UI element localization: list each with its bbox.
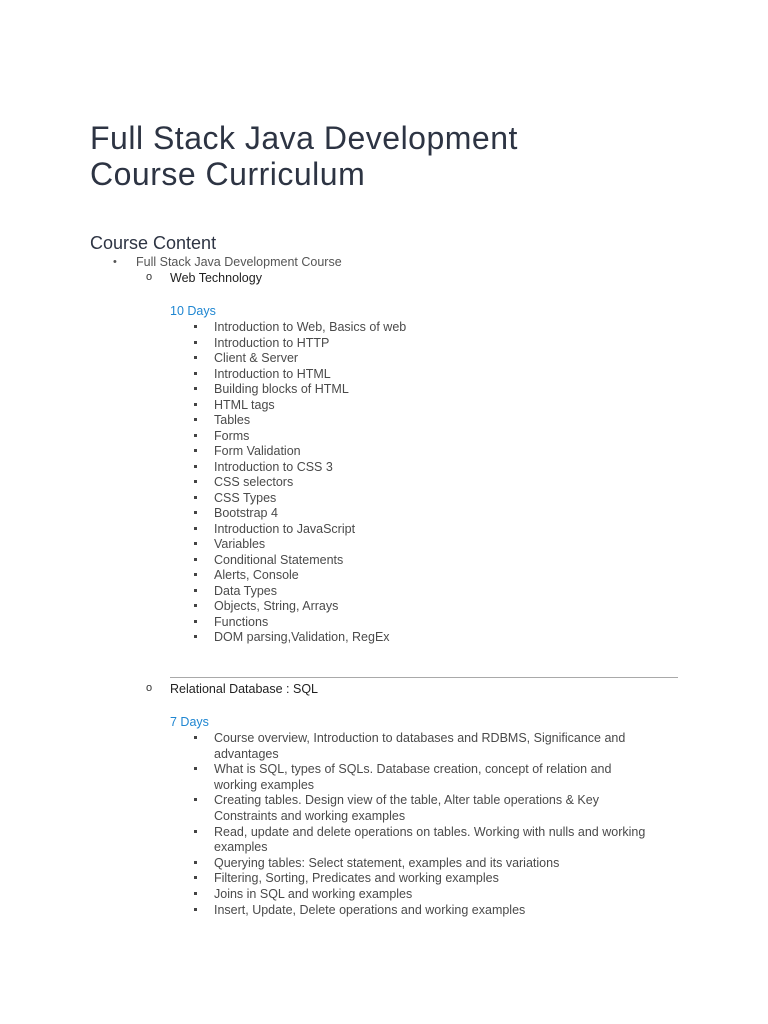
list-item: HTML tags (214, 398, 406, 414)
bullet-square-icon (194, 589, 197, 592)
page-title (90, 120, 518, 192)
module-name: Web Technology (170, 271, 262, 285)
bullet-circle-icon: o (146, 271, 153, 283)
list-item: Client & Server (214, 351, 406, 367)
bullet-square-icon (194, 573, 197, 576)
list-item: Course overview, Introduction to databases and RDBMS, Significance and advantages (214, 731, 654, 762)
bullet-square-icon (194, 767, 197, 770)
module-name: Relational Database : SQL (170, 682, 319, 696)
list-item: What is SQL, types of SQLs. Database creation, concept of relation and working examples (214, 762, 654, 793)
list-item: Querying tables: Select statement, examples and its variations (214, 856, 654, 872)
list-item: Insert, Update, Delete operations and working examples (214, 903, 654, 919)
bullet-disc-icon: • (113, 256, 117, 268)
bullet-square-icon (194, 620, 197, 623)
title-line-2: Course Curriculum (90, 156, 366, 192)
course-name: Full Stack Java Development Course (136, 255, 342, 269)
list-item: CSS selectors (214, 475, 406, 491)
bullet-square-icon (194, 325, 197, 328)
bullet-square-icon (194, 892, 197, 895)
bullet-square-icon (194, 465, 197, 468)
bullet-square-icon (194, 372, 197, 375)
list-item: Creating tables. Design view of the table, Alter table operations & Key Constraints and working examples (214, 793, 654, 824)
list-item: Joins in SQL and working examples (214, 887, 654, 903)
module-web-technology (146, 270, 262, 286)
list-item: Objects, String, Arrays (214, 599, 406, 615)
bullet-square-icon (194, 604, 197, 607)
bullet-square-icon (194, 341, 197, 344)
bullet-square-icon (194, 356, 197, 359)
list-item: Introduction to HTTP (214, 336, 406, 352)
list-item: Forms (214, 429, 406, 445)
sql-topic-list (214, 731, 654, 918)
bullet-square-icon (194, 736, 197, 739)
bullet-square-icon (194, 558, 197, 561)
list-item: Alerts, Console (214, 568, 406, 584)
section-divider (170, 677, 678, 678)
bullet-square-icon (194, 798, 197, 801)
list-item: Read, update and delete operations on tables. Working with nulls and working examples (214, 825, 654, 856)
list-item: DOM parsing,Validation, RegEx (214, 630, 406, 646)
list-item: Filtering, Sorting, Predicates and working examples (214, 871, 654, 887)
list-item: CSS Types (214, 491, 406, 507)
bullet-square-icon (194, 861, 197, 864)
bullet-square-icon (194, 480, 197, 483)
module-relational-database-sql (146, 681, 319, 697)
bullet-square-icon (194, 418, 197, 421)
list-item: Tables (214, 413, 406, 429)
module-duration: 7 Days (170, 715, 209, 729)
bullet-circle-icon: o (146, 682, 153, 694)
list-item: Variables (214, 537, 406, 553)
list-item: Conditional Statements (214, 553, 406, 569)
bullet-square-icon (194, 908, 197, 911)
bullet-square-icon (194, 876, 197, 879)
list-item: Data Types (214, 584, 406, 600)
list-item: Introduction to CSS 3 (214, 460, 406, 476)
list-item: Introduction to HTML (214, 367, 406, 383)
list-item: Bootstrap 4 (214, 506, 406, 522)
bullet-square-icon (194, 496, 197, 499)
section-heading: Course Content (90, 233, 217, 253)
bullet-square-icon (194, 542, 197, 545)
bullet-square-icon (194, 527, 197, 530)
bullet-square-icon (194, 449, 197, 452)
list-item: Introduction to JavaScript (214, 522, 406, 538)
course-list-item (113, 254, 342, 270)
list-item: Functions (214, 615, 406, 631)
list-item: Building blocks of HTML (214, 382, 406, 398)
list-item: Introduction to Web, Basics of web (214, 320, 406, 336)
module-duration: 10 Days (170, 304, 216, 318)
bullet-square-icon (194, 387, 197, 390)
list-item: Form Validation (214, 444, 406, 460)
bullet-square-icon (194, 403, 197, 406)
bullet-square-icon (194, 434, 197, 437)
title-line-1: Full Stack Java Development (90, 120, 518, 156)
bullet-square-icon (194, 635, 197, 638)
bullet-square-icon (194, 511, 197, 514)
bullet-square-icon (194, 830, 197, 833)
web-topic-list (214, 320, 406, 646)
